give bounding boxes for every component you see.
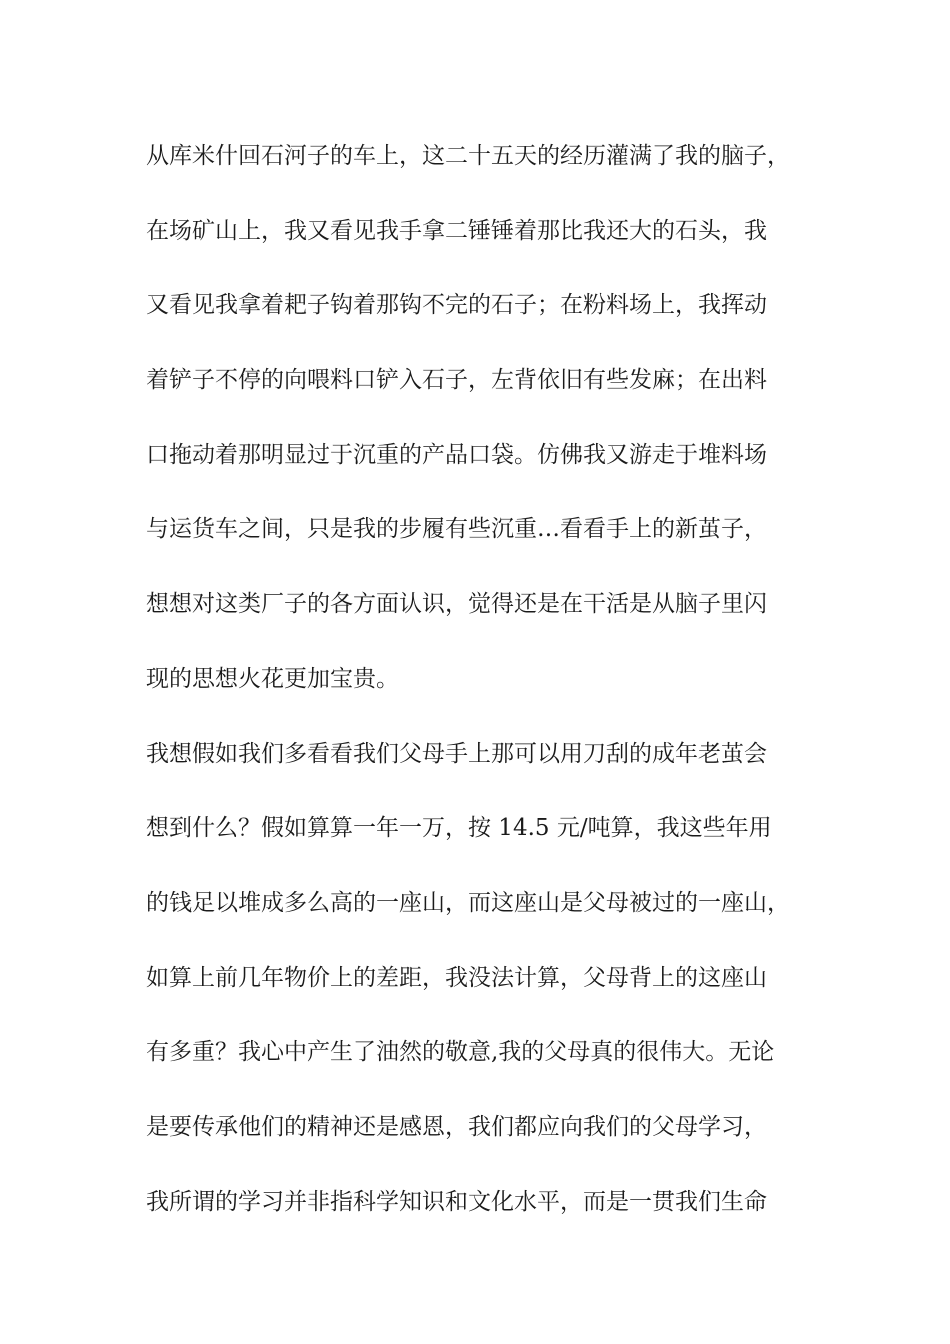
text-line-10: 想到什么？假如算算一年一万，按 14.5 元/吨算，我这些年用 xyxy=(146,815,772,842)
text-line-5: 口拖动着那明显过于沉重的产品口袋。仿佛我又游走于堆料场 xyxy=(146,441,767,468)
text-line-11: 的钱足以堆成多么高的一座山，而这座山是父母被过的一座山， xyxy=(146,889,790,916)
text-line-12: 如算上前几年物价上的差距，我没法计算，父母背上的这座山 xyxy=(146,964,767,991)
text-line-1: 从库米什回石河子的车上，这二十五天的经历灌满了我的脑子， xyxy=(146,143,790,169)
text-line-6: 与运货车之间，只是我的步履有些沉重…看看手上的新茧子， xyxy=(146,516,767,543)
text-line-3: 又看见我拿着耙子钩着那钩不完的石子；在粉料场上，我挥动 xyxy=(146,292,767,319)
text-line-13: 有多重？我心中产生了油然的敬意,我的父母真的很伟大。无论 xyxy=(146,1039,775,1066)
text-line-4: 着铲子不停的向喂料口铲入石子，左背依旧有些发麻；在出料 xyxy=(146,367,767,394)
text-line-15: 我所谓的学习并非指科学知识和文化水平，而是一贯我们生命 xyxy=(146,1188,767,1215)
text-line-9: 我想假如我们多看看我们父母手上那可以用刀刮的成年老茧会 xyxy=(146,740,767,767)
text-line-2: 在场矿山上，我又看见我手拿二锤锤着那比我还大的石头，我 xyxy=(146,217,767,244)
text-line-8: 现的思想火花更加宝贵。 xyxy=(146,665,399,692)
body-text xyxy=(146,128,846,1248)
text-line-7: 想想对这类厂子的各方面认识，觉得还是在干活是从脑子里闪 xyxy=(146,591,767,618)
text-line-14: 是要传承他们的精神还是感恩，我们都应向我们的父母学习， xyxy=(146,1113,767,1140)
